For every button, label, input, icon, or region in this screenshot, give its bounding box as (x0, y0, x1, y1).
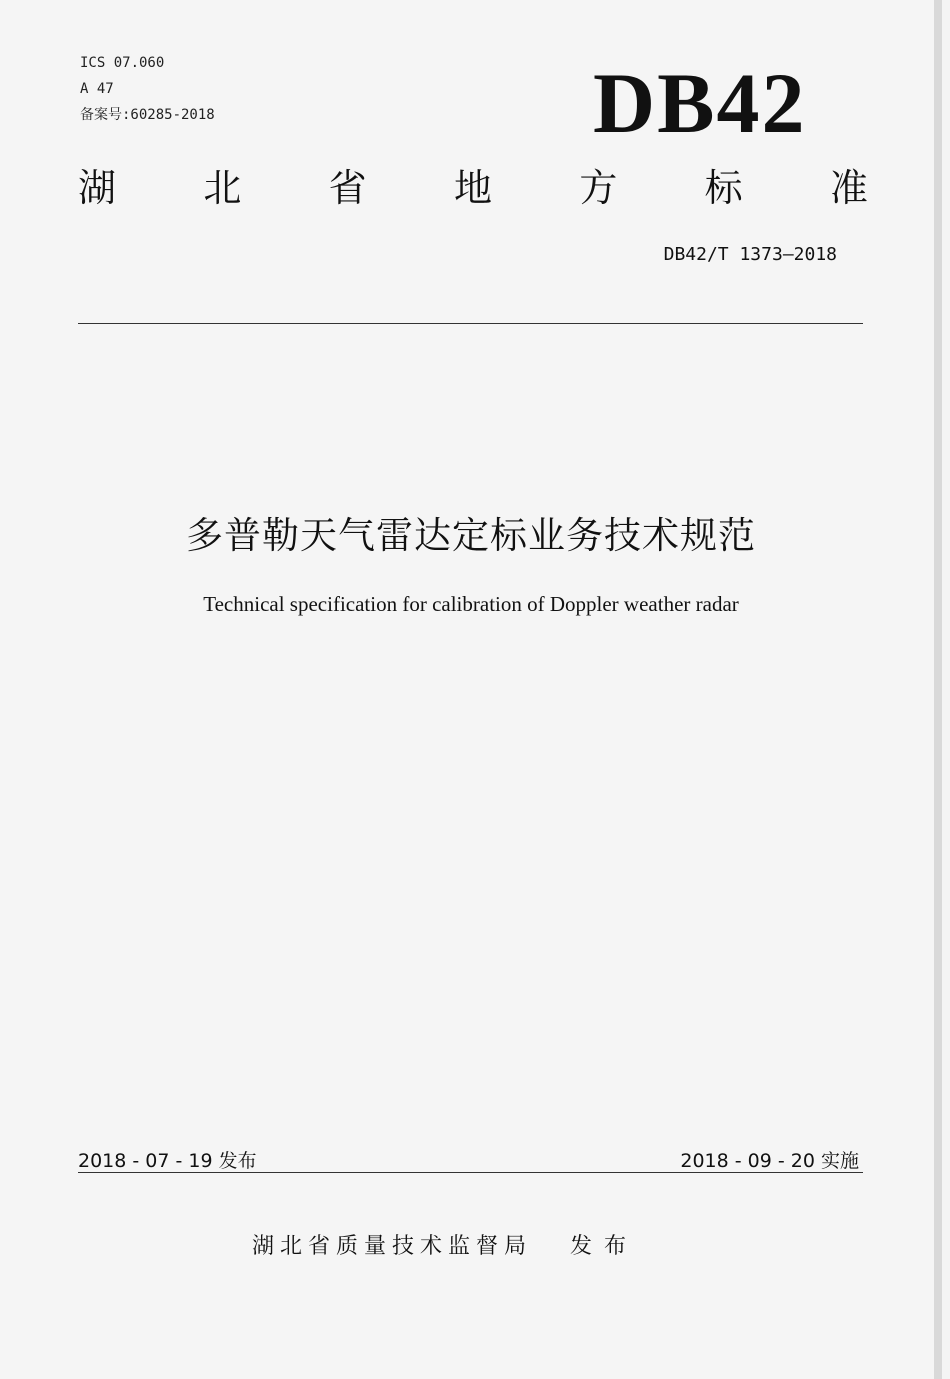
publish-date: 2018 - 07 - 19 发布 (78, 1150, 257, 1172)
category-char: 地 (453, 166, 492, 210)
category-char: 省 (328, 166, 367, 210)
scan-edge (934, 0, 942, 1379)
title-english: Technical specification for calibration of Doppler weather radar (203, 592, 739, 616)
bottom-divider (78, 1172, 863, 1173)
category-char: 方 (579, 166, 618, 210)
implementation-date: 2018 - 09 - 20 实施 (680, 1150, 859, 1172)
issuer-line (252, 1229, 638, 1260)
standard-category (78, 163, 868, 213)
category-char: 北 (203, 166, 242, 210)
top-divider (78, 323, 863, 324)
category-char: 湖 (78, 166, 117, 210)
ics-code: ICS 07.060 (80, 55, 165, 71)
db42-logo: DB42 (593, 55, 807, 151)
standard-number: DB42/T 1373—2018 (663, 244, 837, 265)
issuer-name: 湖北省质量技术监督局 (252, 1234, 533, 1259)
classification-code: A 47 (80, 81, 114, 97)
issuer-verb: 发布 (570, 1234, 639, 1259)
record-number: 备案号:60285-2018 (80, 107, 215, 123)
classification-block (80, 50, 215, 128)
title-chinese: 多普勒天气雷达定标业务技术规范 (186, 514, 756, 557)
category-char: 准 (829, 166, 868, 210)
category-char: 标 (704, 166, 743, 210)
